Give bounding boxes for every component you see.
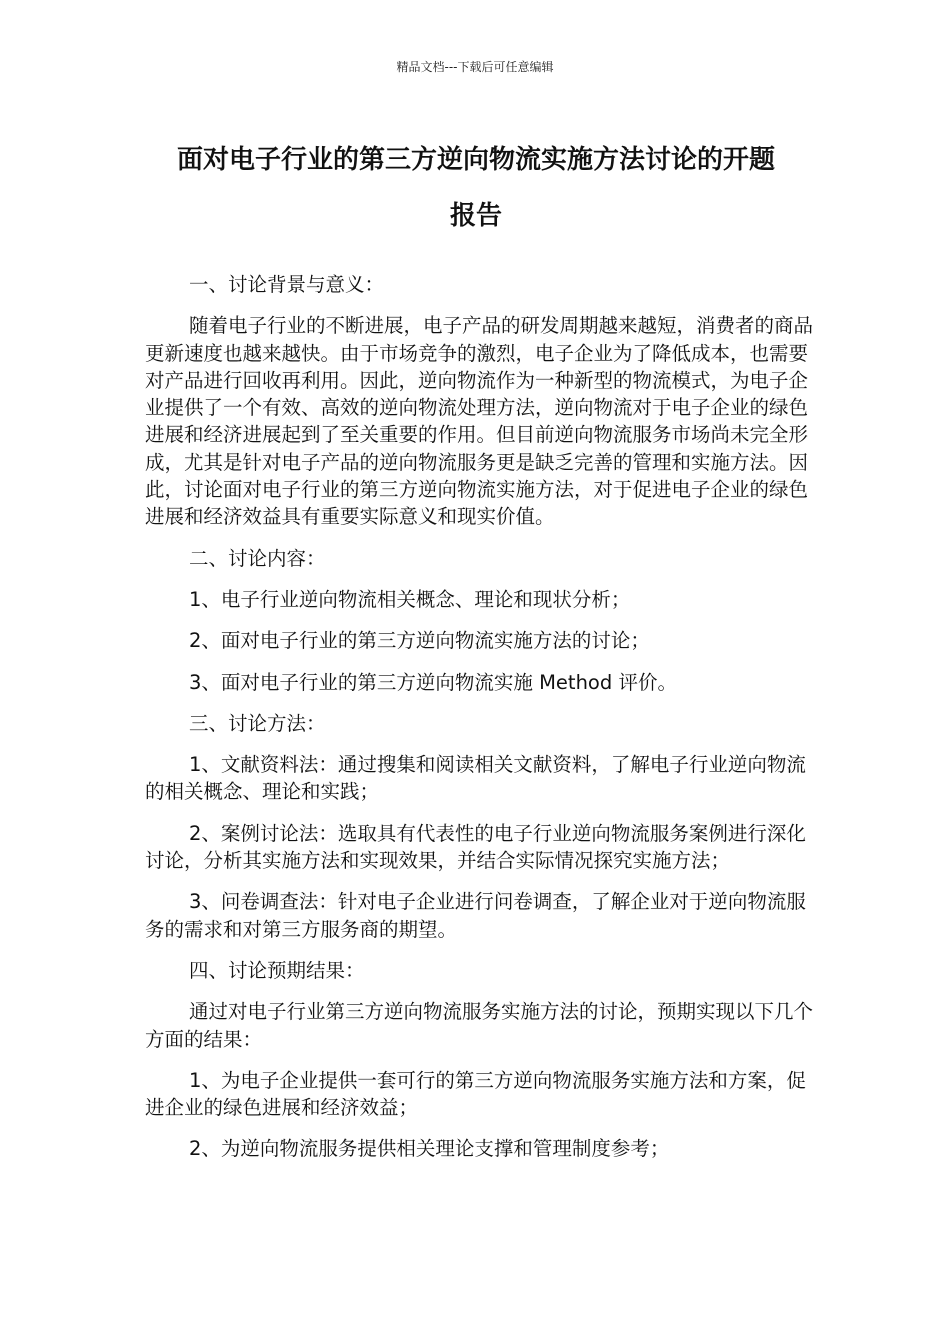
- document-title: [145, 132, 807, 244]
- list-item-method-2: 2、案例讨论法：选取具有代表性的电子行业逆向物流服务案例进行深化讨论，分析其实施方法和实现效果，并结合实际情况探究实施方法；: [145, 821, 806, 873]
- document-body: [145, 271, 813, 1177]
- paragraph-background: 随着电子行业的不断进展，电子产品的研发周期越来越短，消费者的商品更新速度也越来越快。由于市场竞争的激烈，电子企业为了降低成本，也需要对产品进行回收再利用。因此，逆向物流作为一种新型的物流模式，为电子企业提供了一个有效、高效的逆向物流处理方法，逆向物流对于电子企业的绿色进展和经济进展起到了至关重要的作用。但目前逆向物流服务市场尚未完全形成，尤其是针对电子产品的逆向物流服务更是缺乏完善的管理和实施方法。因此，讨论面对电子行业的第三方逆向物流实施方法，对于促进电子企业的绿色进展和经济效益具有重要实际意义和现实价值。: [145, 314, 814, 529]
- list-item-method-1: 1、文献资料法：通过搜集和阅读相关文献资料，了解电子行业逆向物流的相关概念、理论和实践；: [145, 753, 806, 804]
- header-note: 精品文档---下载后可任意编辑: [396, 60, 554, 74]
- list-item-content-2: 2、面对电子行业的第三方逆向物流实施方法的讨论；: [189, 629, 650, 653]
- list-item-result-1: 1、为电子企业提供一套可行的第三方逆向物流服务实施方法和方案，促进企业的绿色进展和经济效益；: [145, 1068, 806, 1120]
- section-heading-background: 一、讨论背景与意义：: [189, 273, 385, 296]
- title-line-2: 报告: [449, 201, 502, 231]
- paragraph-results-intro: 通过对电子行业第三方逆向物流服务实施方法的讨论，预期实现以下几个方面的结果：: [145, 1000, 814, 1051]
- section-heading-content: 二、讨论内容：: [189, 546, 326, 570]
- title-line-1: 面对电子行业的第三方逆向物流实施方法讨论的开题: [176, 145, 775, 175]
- list-item-content-1: 1、电子行业逆向物流相关概念、理论和现状分析；: [189, 587, 631, 611]
- section-heading-results: 四、讨论预期结果：: [189, 958, 365, 982]
- section-heading-methods: 三、讨论方法：: [189, 711, 326, 735]
- list-item-method-3: 3、问卷调查法：针对电子企业进行问卷调查，了解企业对于逆向物流服务的需求和对第三方服务商的期望。: [145, 890, 806, 941]
- list-item-result-2: 2、为逆向物流服务提供相关理论支撑和管理制度参考；: [189, 1137, 670, 1161]
- list-item-content-3: 3、面对电子行业的第三方逆向物流实施 Method 评价。: [189, 670, 677, 694]
